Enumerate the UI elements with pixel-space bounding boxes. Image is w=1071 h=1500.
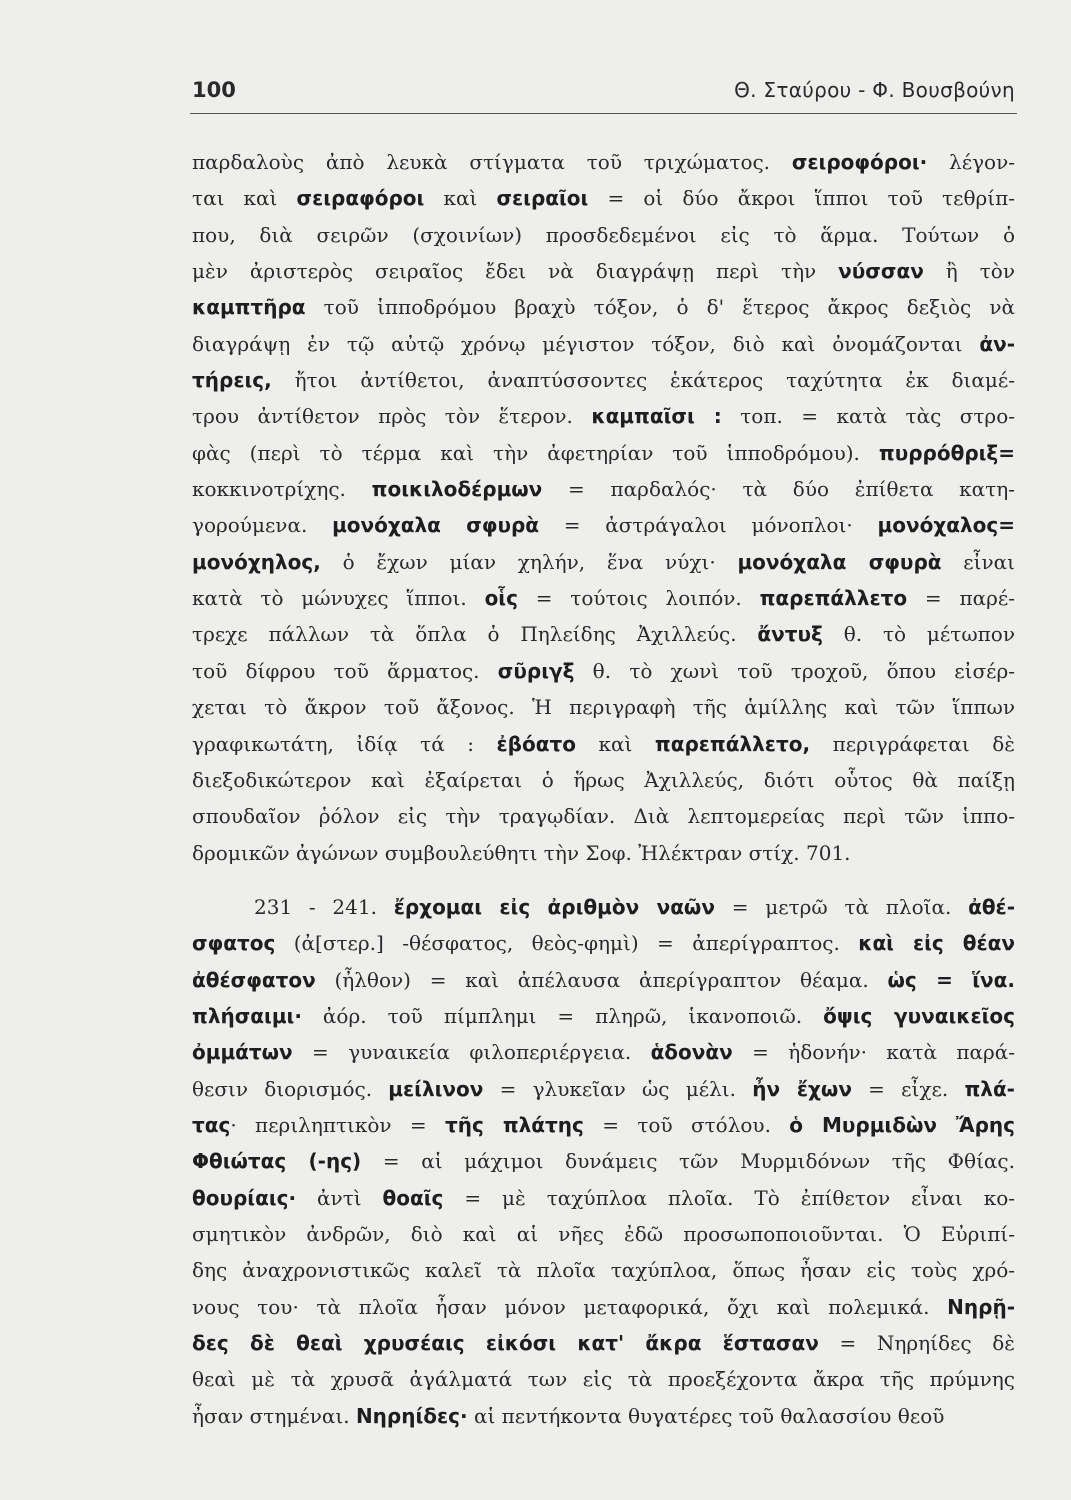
gloss-text: σμητικὸν ἀνδρῶν, διὸ καὶ αἱ νῆες ἐδῶ προσωποποιοῦνται. Ὁ Εὐριπί- <box>192 1221 1015 1246</box>
text-line <box>192 998 1015 1034</box>
lemma-term: καὶ εἰς θέαν <box>858 931 1015 956</box>
lemma-term: Νηρῇ- <box>947 1294 1015 1319</box>
gloss-text: τοῦ ἱπποδρόμου βραχὺ τόξον, ὁ δ' ἕτερος ἄκρος δεξιὸς νὰ <box>305 295 1015 320</box>
lemma-term: ἔρχομαι εἰς ἀριθμὸν ναῶν <box>393 894 715 919</box>
lemma-term: ἀν- <box>979 331 1015 356</box>
lemma-term: μονόχαλος= <box>877 513 1015 538</box>
gloss-text: θ. τὸ χωνὶ τοῦ τροχοῦ, ὅπου εἰσέρ- <box>574 658 1015 683</box>
gloss-text: = μὲ ταχύπλοα πλοῖα. Τὸ ἐπίθετον εἶναι κο- <box>443 1185 1015 1210</box>
gloss-text: (ἀ[στερ.] -θέσφατος, θεὸς-φημὶ) = ἀπερίγραπτος. <box>275 931 859 956</box>
gloss-text: χεται τὸ ἄκρον τοῦ ἄξονος. Ἡ περιγραφὴ τῆς ἁμίλλης καὶ τῶν ἵππων <box>192 695 1015 720</box>
lemma-term: ἐβόατο <box>496 731 576 756</box>
gloss-text: θεαὶ μὲ τὰ χρυσᾶ ἀγάλματά των εἰς τὰ προεξέχοντα ἄκρα τῆς πρύμνης <box>192 1367 1015 1392</box>
gloss-text: δρομικῶν ἀγώνων συμβουλεύθητι τὴν Σοφ. Ἠλέκτραν στίχ. 701. <box>192 840 851 865</box>
lemma-term: σειραφόροι <box>296 186 425 211</box>
paragraph <box>192 144 1015 871</box>
lemma-term: πυρρόθριξ= <box>878 440 1015 465</box>
lemma-term: ἀθέ- <box>968 894 1015 919</box>
gloss-text: ἢ τὸν <box>923 259 1015 284</box>
text-line <box>192 326 1015 362</box>
gloss-text: νους του· τὰ πλοῖα ἦσαν μόνον μεταφορικά, ὄχι καὶ πολεμικά. <box>192 1294 948 1319</box>
gloss-text: δης ἀναχρονιστικῶς καλεῖ τὰ πλοῖα ταχύπλοα, ὅπως ἦσαν εἰς τοὺς χρό- <box>192 1258 1015 1283</box>
text-line <box>192 1361 1015 1397</box>
gloss-text: = μετρῶ τὰ πλοῖα. <box>714 894 969 919</box>
lemma-term: δες δὲ θεαὶ χρυσέαις εἰκόσι κατ' ἄκρα ἕστασαν <box>192 1331 819 1355</box>
text-line <box>192 362 1015 398</box>
text-line <box>192 1216 1015 1252</box>
text-line <box>192 398 1015 434</box>
header-rule <box>190 113 1017 114</box>
text-line <box>192 1107 1015 1143</box>
lemma-term: τῆς πλάτης <box>445 1112 584 1137</box>
running-head: Θ. Σταύρου - Φ. Βουσβούνη <box>734 78 1015 102</box>
lemma-term: Φθιώτας (-ης) <box>192 1149 362 1174</box>
lemma-term: ἄντυξ <box>757 622 823 647</box>
lemma-term: ἀθέσφατον <box>192 967 316 992</box>
gloss-text: καὶ <box>424 186 497 211</box>
text-line <box>192 180 1015 216</box>
lemma-term: πλά- <box>964 1076 1015 1101</box>
gloss-text: ἀόρ. τοῦ πίμπλημι = πληρῶ, ἱκανοποιῶ. <box>301 1003 824 1028</box>
page-number: 100 <box>192 78 236 102</box>
gloss-text: = γυναικεία φιλοπεριέργεια. <box>292 1040 651 1065</box>
gloss-text: γραφικωτάτη, ἰδίᾳ τά : <box>192 731 497 756</box>
text-line <box>192 1034 1015 1070</box>
text-line <box>192 289 1015 325</box>
text-line <box>192 144 1015 180</box>
text-line <box>192 471 1015 507</box>
paragraph-gap <box>192 871 1015 889</box>
gloss-text: ἤτοι ἀντίθετοι, ἀναπτύσσοντες ἑκάτερος ταχύτητα ἐκ διαμέ- <box>271 368 1015 393</box>
gloss-text: τρου ἀντίθετον πρὸς τὸν ἕτερον. <box>192 404 592 429</box>
gloss-text: μὲν ἀριστερὸς σειραῖος ἔδει νὰ διαγράψῃ περὶ τὴν <box>192 259 839 284</box>
lemma-term: πλήσαιμι· <box>192 1003 302 1028</box>
lemma-term: μονόχαλα σφυρὰ <box>332 513 540 538</box>
gloss-text: εἶναι <box>941 549 1015 574</box>
text-line <box>192 1071 1015 1107</box>
gloss-text: ὁ ἔχων μίαν χηλήν, ἕνα νύχι· <box>320 549 738 574</box>
gloss-text: διεξοδικώτερον καὶ ἐξαίρεται ὁ ἥρως Ἀχιλλεύς, διότι οὗτος θὰ παίξῃ <box>192 767 1015 792</box>
gloss-text: = τοῦ στόλου. <box>583 1112 790 1137</box>
lemma-term: ἁδονὰν <box>650 1040 733 1065</box>
lemma-term: οἷς <box>484 586 518 611</box>
lemma-term: μονόχαλα σφυρὰ <box>737 549 942 574</box>
text-line <box>192 544 1015 580</box>
lemma-term: σειραῖοι <box>496 186 589 211</box>
text-line <box>192 616 1015 652</box>
lemma-term: ὡς = ἵνα. <box>887 967 1015 992</box>
gloss-text: φὰς (περὶ τὸ τέρμα καὶ τὴν ἀφετηρίαν τοῦ ἱπποδρόμου). <box>192 440 879 465</box>
gloss-text: ται καὶ <box>192 186 297 211</box>
text-line <box>192 1398 1015 1434</box>
gloss-text: = ἀστράγαλοι μόνοπλοι· <box>539 513 878 538</box>
text-line <box>192 726 1015 762</box>
text-line <box>192 653 1015 689</box>
lemma-term: νύσσαν <box>838 259 924 284</box>
text-line <box>192 889 1015 925</box>
gloss-text: λέγον- <box>927 150 1015 174</box>
gloss-text: = οἱ δύο ἄκροι ἵπποι τοῦ τεθρίπ- <box>588 186 1015 211</box>
gloss-text: · περιληπτικὸν = <box>230 1112 446 1137</box>
gloss-text: κατὰ τὸ μώνυχες ἵπποι. <box>192 586 485 611</box>
gloss-text: = αἱ μάχιμοι δυνάμεις τῶν Μυρμιδόνων τῆς Φθίας. <box>361 1149 1015 1174</box>
text-line <box>192 1325 1015 1361</box>
text-line <box>192 435 1015 471</box>
text-line <box>192 253 1015 289</box>
gloss-text: τοπ. = κατὰ τὰς στρο- <box>721 404 1015 429</box>
gloss-text: γορούμενα. <box>192 513 333 538</box>
lemma-term: ὁ Μυρμιδὼν Ἄρης <box>789 1112 1015 1137</box>
text-line <box>192 580 1015 616</box>
gloss-text: θ. τὸ μέτωπον <box>822 622 1015 647</box>
gloss-text: σπουδαῖον ῥόλον εἰς τὴν τραγῳδίαν. Διὰ λεπτομερείας περὶ τῶν ἱππο- <box>192 804 1015 829</box>
text-line <box>192 798 1015 834</box>
text-line <box>192 962 1015 998</box>
lemma-term: ἦν ἔχων <box>752 1076 852 1101</box>
body-text <box>192 144 1015 1434</box>
text-line <box>192 762 1015 798</box>
gloss-text: τρεχε πάλλων τὰ ὅπλα ὁ Πηλείδης Ἀχιλλεύς. <box>192 622 758 647</box>
lemma-term: ὄψις γυναικεῖος <box>823 1003 1015 1028</box>
lemma-term: ποικιλοδέρμων <box>371 477 543 502</box>
gloss-text: κοκκινοτρίχης. <box>192 477 372 502</box>
gloss-text: παρδαλοὺς ἀπὸ λευκὰ στίγματα τοῦ τριχώματος. <box>192 150 792 174</box>
lemma-term: ὀμμάτων <box>192 1040 293 1065</box>
text-line <box>192 835 1015 871</box>
gloss-text: που, διὰ σειρῶν (σχοινίων) προσδεδεμένοι εἰς τὸ ἅρμα. Τούτων ὁ <box>192 222 1015 247</box>
gloss-text: = παρδαλός· τὰ δύο ἐπίθετα κατη- <box>542 477 1015 502</box>
gloss-text: θεσιν διορισμός. <box>192 1076 389 1101</box>
text-line <box>192 507 1015 543</box>
lemma-term: καμπαῖσι : <box>591 404 722 429</box>
lemma-term: Νηρηίδες· <box>355 1403 468 1428</box>
text-line <box>192 1289 1015 1325</box>
gloss-text: = παρέ- <box>907 586 1015 611</box>
text-line <box>192 1143 1015 1179</box>
lemma-term: θουρίαις· <box>192 1185 297 1210</box>
page-header <box>192 70 1015 110</box>
gloss-text: = γλυκεῖαν ὡς μέλι. <box>483 1076 753 1101</box>
lemma-term: τήρεις, <box>192 368 272 393</box>
lemma-term: σφατος <box>192 931 276 956</box>
gloss-text: τοῦ δίφρου τοῦ ἅρματος. <box>192 658 498 683</box>
gloss-text: καὶ <box>575 731 655 756</box>
gloss-text: 231 - 241. <box>254 894 394 919</box>
gloss-text: = τούτοις λοιπόν. <box>517 586 760 611</box>
gloss-text: = εἶχε. <box>851 1076 965 1101</box>
lemma-term: θοαῖς <box>382 1185 444 1210</box>
lemma-term: μείλινον <box>388 1076 484 1101</box>
gloss-text: διαγράψῃ ἐν τῷ αὐτῷ χρόνῳ μέγιστον τόξον, διὸ καὶ ὀνομάζονται <box>192 331 980 356</box>
text-line <box>192 1252 1015 1288</box>
lemma-term: παρεπάλλετο, <box>654 731 811 756</box>
lemma-term: σειροφόροι· <box>791 150 928 174</box>
gloss-text: (ἦλθον) = καὶ ἀπέλαυσα ἀπερίγραπτον θέαμα. <box>315 967 888 992</box>
gloss-text: αἱ πεντήκοντα θυγατέρες τοῦ θαλασσίου θεοῦ <box>467 1403 945 1428</box>
lemma-term: σῦριγξ <box>497 658 575 683</box>
text-line <box>192 1180 1015 1216</box>
gloss-text: ἀντὶ <box>296 1185 383 1210</box>
gloss-text: ἦσαν στημέναι. <box>192 1403 356 1428</box>
paragraph <box>192 889 1015 1434</box>
gloss-text: = Νηρηίδες δὲ <box>818 1331 1015 1355</box>
text-line <box>192 689 1015 725</box>
lemma-term: μονόχηλος, <box>192 549 321 574</box>
text-line <box>192 217 1015 253</box>
text-line <box>192 925 1015 961</box>
lemma-term: τας <box>192 1112 231 1137</box>
lemma-term: καμπτῆρα <box>192 295 306 320</box>
lemma-term: παρεπάλλετο <box>759 586 908 611</box>
gloss-text: περιγράφεται δὲ <box>810 731 1015 756</box>
gloss-text: = ἡδονήν· κατὰ παρά- <box>732 1040 1015 1065</box>
